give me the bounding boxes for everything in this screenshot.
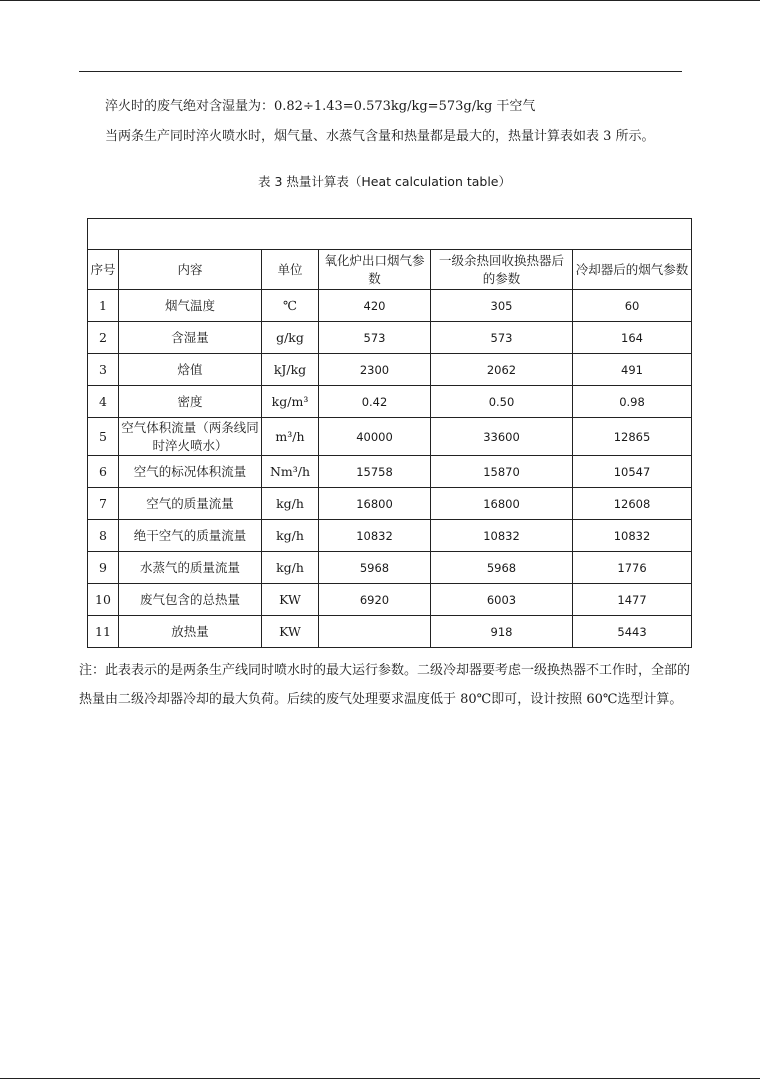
cell-after-cooler: 60	[573, 290, 692, 322]
cell-furnace-outlet: 5968	[319, 552, 431, 584]
table-note: 注：此表表示的是两条生产线同时喷水时的最大运行参数。二级冷却器要考虑一级换热器不工作时，全部的热量由二级冷却器冷却的最大负荷。后续的废气处理要求温度低于 80℃即可，设计按照 60℃选型计算。	[79, 663, 691, 707]
table-row	[88, 290, 692, 322]
cell-furnace-outlet: 10832	[319, 520, 431, 552]
cell-content: 密度	[119, 386, 262, 418]
table-row	[88, 584, 692, 616]
cell-after-exchanger: 2062	[431, 354, 573, 386]
table-row	[88, 354, 692, 386]
table-header-row	[88, 250, 692, 290]
cell-unit: kJ/kg	[262, 354, 319, 386]
table-row	[88, 616, 692, 648]
cell-after-exchanger: 6003	[431, 584, 573, 616]
cell-after-cooler: 0.98	[573, 386, 692, 418]
cell-index: 10	[88, 584, 119, 616]
cell-after-cooler: 491	[573, 354, 692, 386]
cell-index: 11	[88, 616, 119, 648]
cell-content: 空气的标况体积流量	[119, 456, 262, 488]
cell-furnace-outlet: 15758	[319, 456, 431, 488]
cell-index: 4	[88, 386, 119, 418]
header-furnace-outlet: 氧化炉出口烟气参数	[319, 250, 431, 290]
cell-index: 8	[88, 520, 119, 552]
header-after-exchanger: 一级余热回收换热器后的参数	[431, 250, 573, 290]
table-row	[88, 386, 692, 418]
header-index: 序号	[88, 250, 119, 290]
cell-unit: g/kg	[262, 322, 319, 354]
cell-content: 水蒸气的质量流量	[119, 552, 262, 584]
cell-unit: KW	[262, 616, 319, 648]
intro-paragraph-2: 当两条生产同时淬火喷水时，烟气量、水蒸气含量和热量都是最大的，热量计算表如表 3 所示。	[105, 129, 655, 144]
page-bottom-border	[0, 1078, 760, 1079]
cell-after-cooler: 10832	[573, 520, 692, 552]
cell-content: 绝干空气的质量流量	[119, 520, 262, 552]
cell-content: 焓值	[119, 354, 262, 386]
table-top-blank-row	[88, 219, 692, 250]
header-rule	[79, 71, 682, 72]
cell-index: 3	[88, 354, 119, 386]
cell-furnace-outlet	[319, 616, 431, 648]
cell-unit: KW	[262, 584, 319, 616]
header-content: 内容	[119, 250, 262, 290]
table-row	[88, 488, 692, 520]
cell-after-exchanger: 15870	[431, 456, 573, 488]
cell-after-cooler: 10547	[573, 456, 692, 488]
cell-after-cooler: 5443	[573, 616, 692, 648]
cell-content: 放热量	[119, 616, 262, 648]
table-row	[88, 322, 692, 354]
cell-unit: kg/h	[262, 488, 319, 520]
table-row	[88, 456, 692, 488]
cell-after-cooler: 1477	[573, 584, 692, 616]
cell-after-exchanger: 918	[431, 616, 573, 648]
cell-index: 5	[88, 418, 119, 456]
cell-index: 1	[88, 290, 119, 322]
cell-content: 空气体积流量（两条线同时淬火喷水）	[119, 418, 262, 456]
cell-furnace-outlet: 0.42	[319, 386, 431, 418]
cell-unit: kg/m³	[262, 386, 319, 418]
cell-unit: ℃	[262, 290, 319, 322]
cell-unit: m³/h	[262, 418, 319, 456]
page-top-border	[0, 0, 760, 1]
cell-after-exchanger: 573	[431, 322, 573, 354]
table-row	[88, 520, 692, 552]
header-after-cooler: 冷却器后的烟气参数	[573, 250, 692, 290]
cell-index: 7	[88, 488, 119, 520]
cell-index: 6	[88, 456, 119, 488]
cell-furnace-outlet: 420	[319, 290, 431, 322]
cell-content: 空气的质量流量	[119, 488, 262, 520]
cell-content: 废气包含的总热量	[119, 584, 262, 616]
table-top-blank-cell	[88, 219, 692, 250]
cell-after-exchanger: 10832	[431, 520, 573, 552]
cell-after-exchanger: 33600	[431, 418, 573, 456]
cell-after-cooler: 12608	[573, 488, 692, 520]
cell-unit: Nm³/h	[262, 456, 319, 488]
header-unit: 单位	[262, 250, 319, 290]
cell-content: 含湿量	[119, 322, 262, 354]
cell-after-exchanger: 16800	[431, 488, 573, 520]
cell-furnace-outlet: 573	[319, 322, 431, 354]
cell-furnace-outlet: 40000	[319, 418, 431, 456]
cell-after-exchanger: 0.50	[431, 386, 573, 418]
cell-furnace-outlet: 2300	[319, 354, 431, 386]
cell-after-cooler: 164	[573, 322, 692, 354]
heat-calculation-table	[87, 218, 692, 648]
cell-furnace-outlet: 6920	[319, 584, 431, 616]
cell-unit: kg/h	[262, 520, 319, 552]
cell-after-cooler: 12865	[573, 418, 692, 456]
cell-index: 2	[88, 322, 119, 354]
intro-paragraph-1: 淬火时的废气绝对含湿量为：0.82÷1.43=0.573kg/kg=573g/kg 干空气	[105, 99, 536, 114]
table-caption: 表 3 热量计算表（Heat calculation table）	[257, 174, 512, 189]
cell-after-cooler: 1776	[573, 552, 692, 584]
table-row	[88, 418, 692, 456]
cell-index: 9	[88, 552, 119, 584]
cell-furnace-outlet: 16800	[319, 488, 431, 520]
cell-unit: kg/h	[262, 552, 319, 584]
cell-content: 烟气温度	[119, 290, 262, 322]
cell-after-exchanger: 5968	[431, 552, 573, 584]
table-row	[88, 552, 692, 584]
cell-after-exchanger: 305	[431, 290, 573, 322]
